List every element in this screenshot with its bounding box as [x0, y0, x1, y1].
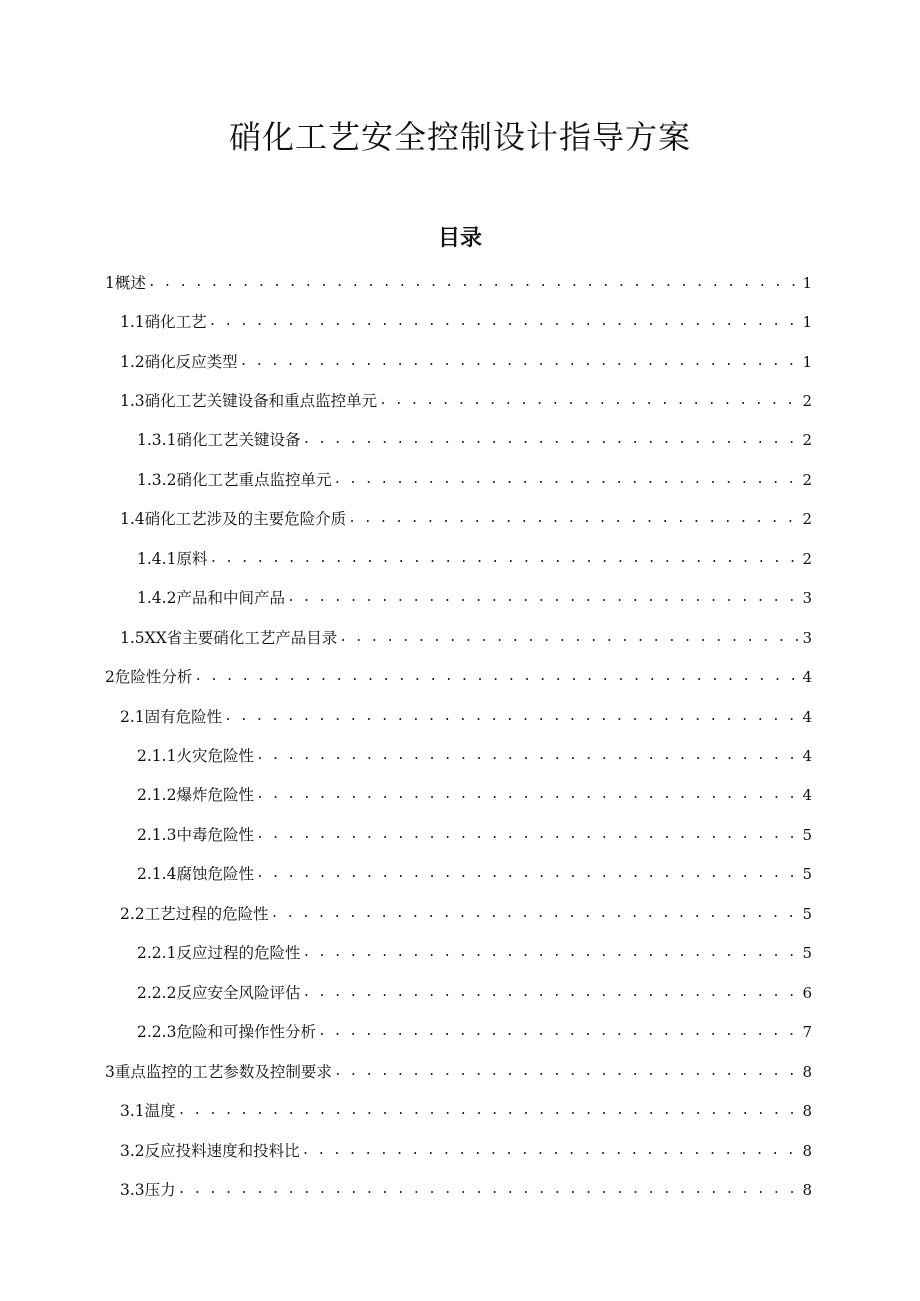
toc-entry-title: 压力 — [144, 1181, 176, 1199]
toc-entry-page: 4 — [802, 786, 812, 804]
toc-entry-page: 8 — [802, 1102, 812, 1120]
toc-entry[interactable]: 2.1.2 爆炸危险性 . . . 4 — [137, 781, 812, 809]
toc-entry[interactable]: 1.4.1 原料 . . . 2 — [137, 545, 812, 573]
toc-entry-page: 2 — [802, 431, 812, 449]
toc-entry-page: 4 — [802, 668, 812, 686]
dot-leader — [302, 939, 798, 967]
toc-entry-title: 固有危险性 — [144, 708, 223, 726]
toc-entry-page: 5 — [802, 826, 812, 844]
document-title: 硝化工艺安全控制设计指导方案 — [228, 118, 691, 156]
toc-entry-page: 2 — [802, 550, 812, 568]
toc-entry[interactable]: 1.5 XX省主要硝化工艺产品目录 . . . 3 — [120, 624, 812, 652]
toc-entry-title: 硝化工艺关键设备 — [176, 431, 301, 449]
toc-entry[interactable]: 2.2 工艺过程的危险性 . . . 5 — [120, 900, 812, 928]
toc-entry-page: 1 — [802, 353, 812, 371]
dot-leader — [209, 545, 798, 573]
toc-entry-title: 危险和可操作性分析 — [176, 1023, 316, 1041]
toc-entry-page: 2 — [802, 471, 812, 489]
toc-entry-title: 原料 — [176, 550, 208, 568]
toc-entry-page: 2 — [802, 392, 812, 410]
dot-leader — [348, 505, 798, 533]
dot-leader — [339, 624, 798, 652]
toc-entry-page: 2 — [802, 510, 812, 528]
toc-entry[interactable]: 1.2 硝化反应类型 . . . 1 — [120, 348, 812, 376]
toc-entry-title: 产品和中间产品 — [176, 589, 285, 607]
toc-entry[interactable]: 1.4.2 产品和中间产品 . . . 3 — [137, 584, 812, 612]
toc-entry[interactable]: 3.2 反应投料速度和投料比 . . . 8 — [120, 1137, 812, 1165]
toc-entry-title: 硝化工艺关键设备和重点监控单元 — [144, 392, 378, 410]
toc-heading: 目录 — [437, 226, 482, 251]
toc-entry[interactable]: 3.3 压力 . . . 8 — [120, 1176, 812, 1204]
toc-entry[interactable]: 3 重点监控的工艺参数及控制要求 . . . 8 — [105, 1058, 812, 1086]
toc-entry-title: 爆炸危险性 — [176, 786, 254, 804]
toc-entry[interactable]: 2.1.1 火灾危险性 . . . 4 — [137, 742, 812, 770]
toc-entry-page: 5 — [802, 865, 812, 883]
toc-entry[interactable]: 2.1 固有危险性 . . . 4 — [120, 703, 812, 731]
toc-entry[interactable]: 1 概述 . . . 1 — [105, 269, 812, 297]
dot-leader — [333, 466, 798, 494]
dot-leader — [224, 703, 798, 731]
dot-leader — [178, 1176, 799, 1204]
toc-entry-title: 温度 — [144, 1102, 176, 1120]
toc-entry-page: 3 — [802, 629, 812, 647]
toc-entry-title: 工艺过程的危险性 — [144, 905, 269, 923]
toc-entry[interactable]: 2.1.3 中毒危险性 . . . 5 — [137, 821, 812, 849]
toc-entry-page: 8 — [802, 1181, 812, 1199]
toc-entry-title: XX省主要硝化工艺产品目录 — [144, 629, 338, 647]
dot-leader — [256, 821, 798, 849]
toc-entry-page: 1 — [802, 274, 812, 292]
toc-entry-page: 4 — [802, 708, 812, 726]
toc-entry-title: 危险性分析 — [114, 668, 193, 686]
toc-entry-page: 8 — [802, 1063, 812, 1081]
toc-entry-page: 5 — [802, 944, 812, 962]
dot-leader — [271, 900, 799, 928]
dot-leader — [302, 979, 798, 1007]
dot-leader — [287, 584, 798, 612]
toc-entry-title: 中毒危险性 — [176, 826, 254, 844]
toc-entry[interactable]: 2 危险性分析 . . . 4 — [105, 663, 812, 691]
toc-entry-title: 硝化工艺重点监控单元 — [176, 471, 332, 489]
toc-entry-title: 硝化反应类型 — [144, 353, 238, 371]
toc-entry[interactable]: 3.1 温度 . . . 8 — [120, 1097, 812, 1125]
toc-entry[interactable]: 1.1 硝化工艺 . . . 1 — [120, 308, 812, 336]
toc-entry-title: 硝化工艺 — [144, 313, 207, 331]
toc-entry[interactable]: 1.3.2 硝化工艺重点监控单元 . . . 2 — [137, 466, 812, 494]
toc-entry-page: 6 — [802, 984, 812, 1002]
toc-entry-title: 重点监控的工艺参数及控制要求 — [114, 1063, 332, 1081]
toc-entry[interactable]: 2.2.3 危险和可操作性分析 . . . 7 — [137, 1018, 812, 1046]
dot-leader — [334, 1058, 799, 1086]
toc-entry-title: 火灾危险性 — [176, 747, 254, 765]
dot-leader — [379, 387, 798, 415]
dot-leader — [256, 860, 798, 888]
dot-leader — [240, 348, 799, 376]
dot-leader — [194, 663, 798, 691]
toc-entry-title: 反应安全风险评估 — [176, 984, 301, 1002]
toc-entry-page: 7 — [802, 1023, 812, 1041]
toc-entry[interactable]: 2.2.2 反应安全风险评估 . . . 6 — [137, 979, 812, 1007]
dot-leader — [256, 781, 798, 809]
toc-entry-title: 腐蚀危险性 — [176, 865, 254, 883]
toc-entry[interactable]: 2.1.4 腐蚀危险性 . . . 5 — [137, 860, 812, 888]
toc-entry-page: 8 — [802, 1142, 812, 1160]
dot-leader — [302, 426, 798, 454]
toc-entry[interactable]: 1.3 硝化工艺关键设备和重点监控单元 . . . 2 — [120, 387, 812, 415]
toc-entry[interactable]: 1.4 硝化工艺涉及的主要危险介质 . . . 2 — [120, 505, 812, 533]
toc-entry-page: 1 — [802, 313, 812, 331]
dot-leader — [178, 1097, 799, 1125]
dot-leader — [256, 742, 798, 770]
toc-entry-title: 硝化工艺涉及的主要危险介质 — [144, 510, 347, 528]
toc-entry-title: 反应过程的危险性 — [176, 944, 301, 962]
toc-entry-title: 概述 — [114, 274, 146, 292]
toc-entry[interactable]: 2.2.1 反应过程的危险性 . . . 5 — [137, 939, 812, 967]
toc-entry-page: 4 — [802, 747, 812, 765]
dot-leader — [318, 1018, 798, 1046]
toc-entry[interactable]: 1.3.1 硝化工艺关键设备 . . . 2 — [137, 426, 812, 454]
toc-entry-page: 3 — [802, 589, 812, 607]
dot-leader — [148, 269, 799, 297]
dot-leader — [209, 308, 799, 336]
toc-entry-page: 5 — [802, 905, 812, 923]
dot-leader — [302, 1137, 799, 1165]
toc-entry-title: 反应投料速度和投料比 — [144, 1142, 300, 1160]
